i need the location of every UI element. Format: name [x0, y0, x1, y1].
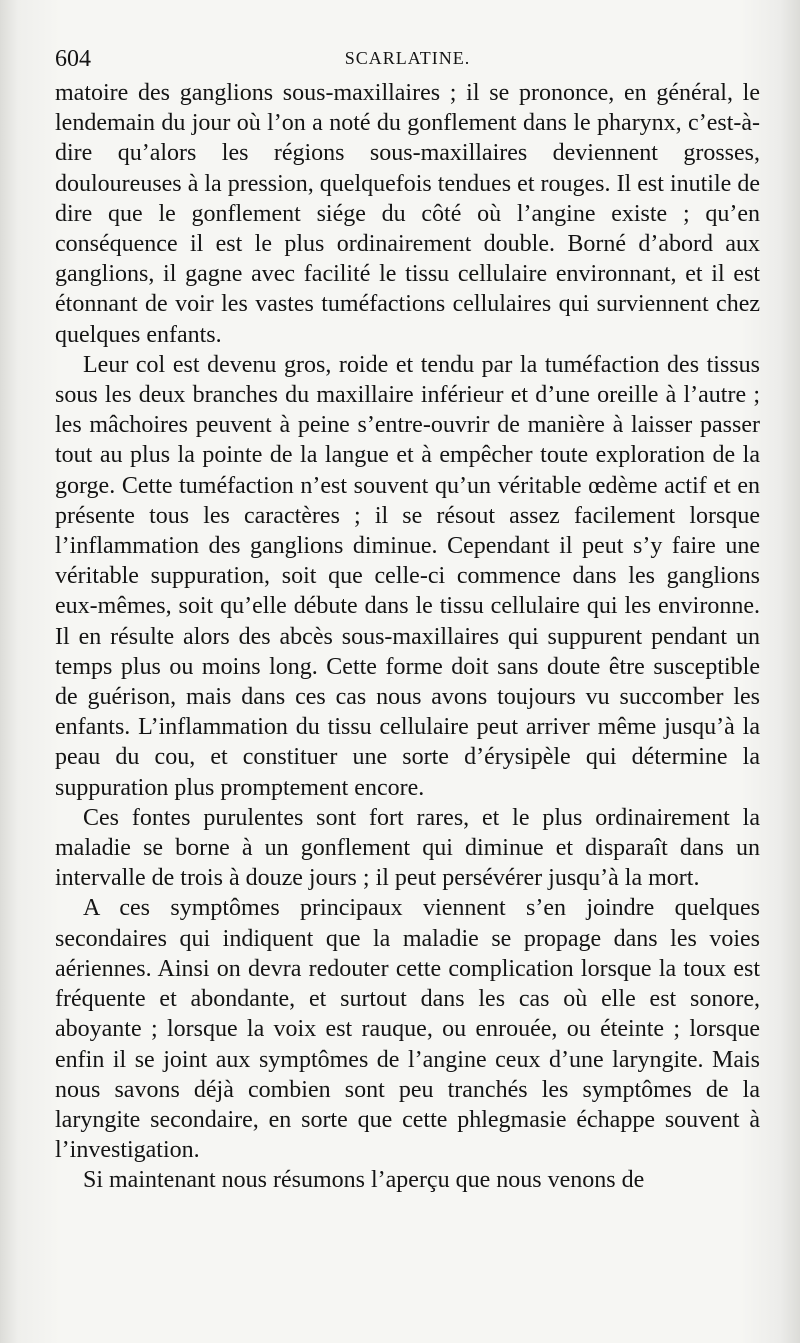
- paragraph: matoire des ganglions sous-maxillaires ; il se prononce, en général, le lendemain du jour où l’on a noté du gonflement dans le pharynx, c’est-à-dire qu’alors les régions sous-maxillaires deviennent grosses, douloureuses à la pression, quelquefois tendues et rouges. Il est inutile de dire que le gonflement siége du côté où l’angine existe ; qu’en conséquence il est le plus ordinairement double. Borné d’abord aux ganglions, il gagne avec facilité le tissu cellulaire environnant, et il est étonnant de voir les vastes tuméfactions cellulaires qui surviennent chez quelques enfants.: [55, 80, 760, 348]
- body-text: [55, 78, 760, 1196]
- running-title: SCARLATINE.: [344, 48, 471, 68]
- paragraph: Leur col est devenu gros, roide et tendu par la tuméfaction des tissus sous les deux branches du maxillaire inférieur et d’une oreille à l’autre ; les mâchoires peuvent à peine s’entre-ouvrir de manière à laisser passer tout au plus la pointe de la langue et à empêcher toute exploration de la gorge. Cette tuméfaction n’est souvent qu’un véritable œdème actif et en présente tous les caractères ; il se résout assez facilement lorsque l’inflammation des ganglions diminue. Cependant il peut s’y faire une véritable suppuration, soit que celle-ci commence dans les ganglions eux-mêmes, soit qu’elle débute dans le tissu cellulaire qui les environne. Il en résulte alors des abcès sous-maxillaires qui suppurent pendant un temps plus ou moins long. Cette forme doit sans doute être susceptible de guérison, mais dans ces cas nous avons toujours vu succomber les enfants. L’inflammation du tissu cellulaire peut arriver même jusqu’à la peau du cou, et constituer une sorte d’érysipèle qui détermine la suppuration plus promptement encore.: [55, 351, 760, 801]
- paragraph: Ces fontes purulentes sont fort rares, et le plus ordinairement la maladie se borne à un gonflement qui diminue et disparaît dans un intervalle de trois à douze jours ; il peut persévérer jusqu’à la mort.: [55, 804, 760, 892]
- paragraph: A ces symptômes principaux viennent s’en joindre quelques secondaires qui indiquent que la maladie se propage dans les voies aériennes. Ainsi on devra redouter cette complication lorsque la toux est fréquente et abondante, et surtout dans les cas où elle est sonore, aboyante ; lorsque la voix est rauque, ou enrouée, ou éteinte ; lorsque enfin il se joint aux symptômes de l’angine ceux d’une laryngite. Mais nous savons déjà combien sont peu tranchés les symptômes de la laryngite secondaire, en sorte que cette phlegmasie échappe souvent à l’investigation.: [55, 895, 760, 1164]
- running-head: [55, 44, 760, 78]
- paragraph: Si maintenant nous résumons l’aperçu que nous venons de: [83, 1167, 645, 1194]
- page-number: 604: [55, 46, 91, 72]
